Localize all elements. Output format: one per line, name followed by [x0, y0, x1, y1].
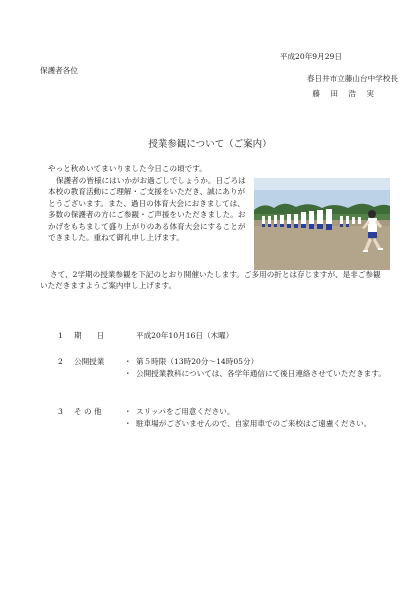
bullet-marker: ・: [124, 357, 132, 366]
sports-day-photo-image: [254, 178, 390, 270]
recipient: 保護者各位: [40, 66, 78, 75]
detail-number: 3: [58, 407, 63, 416]
detail-value: 平成20年10月16日（木曜）: [136, 331, 234, 340]
bullet-marker: ・: [124, 369, 132, 378]
detail-number: 2: [58, 357, 63, 366]
bullet-marker: ・: [124, 419, 132, 428]
detail-value: 公開授業教科については、各学年通信にて後日連絡させていただきます。: [136, 369, 386, 378]
bullet-marker: ・: [124, 407, 132, 416]
detail-label: 公開授業: [74, 357, 105, 366]
detail-label: そ の 他: [74, 407, 102, 416]
detail-value: スリッパをご用意ください。: [136, 407, 235, 416]
sports-day-photo: [254, 178, 390, 270]
principal-name: 藤 田 浩 実: [312, 89, 378, 98]
detail-number: 1: [58, 331, 63, 340]
detail-value: 第５時限（13時20分～14時05分）: [136, 357, 259, 366]
issue-date: 平成20年9月29日: [279, 52, 342, 61]
document-title: 授業参観について（ご案内）: [148, 139, 272, 150]
detail-value: 駐車場がございませんので、自家用車でのご来校はご遠慮ください。: [136, 419, 372, 428]
thanks-paragraph: 保護者の皆様にはいかがお過ごしでしょうか。日ごろは本校の教育活動にご理解・ご支援をいただき、誠にありがとうございます。また、過日の体育大会におきましては、多数の保護者の方にご参観・ご声援をいただきました。おかげをもちまして盛り上がりのある体育大会にすることができました。重ねて御礼申し上げます。: [48, 176, 246, 243]
greeting-paragraph: やっと秋めいてまいりました今日この頃です。: [48, 164, 207, 173]
announcement-paragraph: さて、2学期の授業参観を下記のとおり開催いたします。ご多用の折とは存じますが、是非ご参観いただきますようご案内申し上げます。: [40, 270, 381, 291]
school-name: 春日井市立藤山台中学校長: [306, 74, 398, 83]
detail-label: 期 日: [74, 331, 105, 340]
